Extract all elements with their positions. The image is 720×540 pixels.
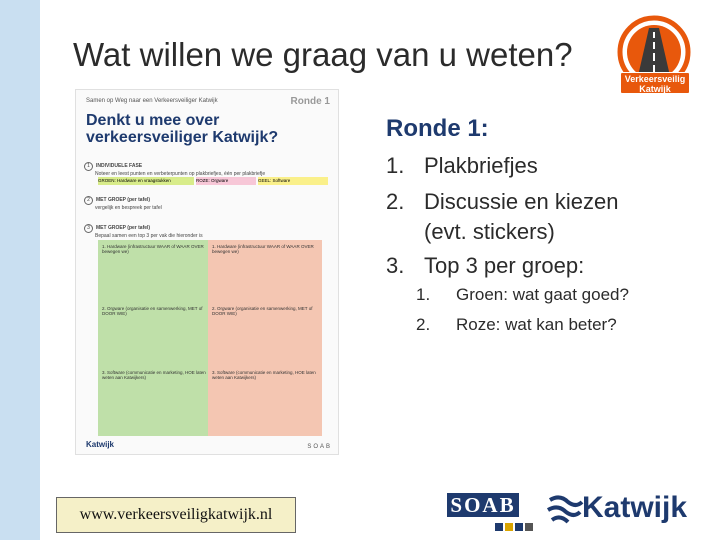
worksheet-section-3: 3 MET GROEP (per tafel) Bepaal samen een top 3 per vak die hieronder is	[84, 224, 203, 239]
katwijk-logo	[546, 490, 696, 530]
list-item: 1. Plakbriefjes	[386, 153, 538, 178]
list-item: 3. Top 3 per groep:	[386, 253, 585, 278]
worksheet-katwijk-logo: Katwijk	[86, 440, 115, 449]
worksheet-green-column: 1. Hardware (infrastructuur WAAR of WAAR OVER bewegen we) 2. Orgware (organisatie en samenwerking, MET of DOOR WIE) 3. Software (communicatie en marketing, HOE laten weten aan Katwijkers)	[98, 240, 212, 436]
soab-logo: SOAB	[447, 493, 519, 517]
worksheet-soab-logo: SOAB	[307, 444, 332, 450]
katwijk-wave-icon	[546, 494, 584, 526]
worksheet-round-label: Ronde 1	[290, 96, 330, 107]
worksheet-image	[75, 89, 339, 455]
sub-list-item: 2. Roze: wat kan beter?	[416, 315, 617, 334]
worksheet-legend: GROEN: Hardware en vraagstukken ROZE: Orgware GEEL: Software	[98, 177, 328, 185]
worksheet-header: Samen op Weg naar een Verkeersveiliger Katwijk	[86, 98, 218, 104]
worksheet-title: Denkt u mee over verkeersveiliger Katwijk?	[86, 112, 279, 146]
soab-partner-icons	[495, 523, 535, 531]
worksheet-section-2: 2 MET GROEP (per tafel) vergelijk en bespreek per tafel	[84, 196, 162, 211]
slide-title: Wat willen we graag van u weten?	[73, 36, 573, 73]
list-item: 2. Discussie en kiezen	[386, 189, 619, 214]
list-item: (evt. stickers)	[424, 219, 555, 244]
sub-list-item: 1. Groen: wat gaat goed?	[416, 285, 629, 304]
round-heading: Ronde 1:	[386, 115, 489, 142]
katwijk-wordmark: Katwijk	[582, 491, 688, 524]
website-link[interactable]: www.verkeersveiligkatwijk.nl	[56, 497, 296, 533]
worksheet-pink-column: 1. Hardware (infrastructuur WAAR of WAAR OVER bewegen we) 2. Orgware (organisatie en samenwerking, MET of DOOR WIE) 3. Software (communicatie en marketing, HOE laten weten aan Katwijkers)	[208, 240, 322, 436]
worksheet-section-1: 1 INDIVIDUELE FASE Noteer en leest punten en verbeterpunten op plakbriefjes, één per plakbriefje	[84, 162, 265, 177]
logo-badge-text: Verkeersveilig Katwijk	[620, 72, 690, 94]
left-accent-bar	[0, 0, 40, 540]
